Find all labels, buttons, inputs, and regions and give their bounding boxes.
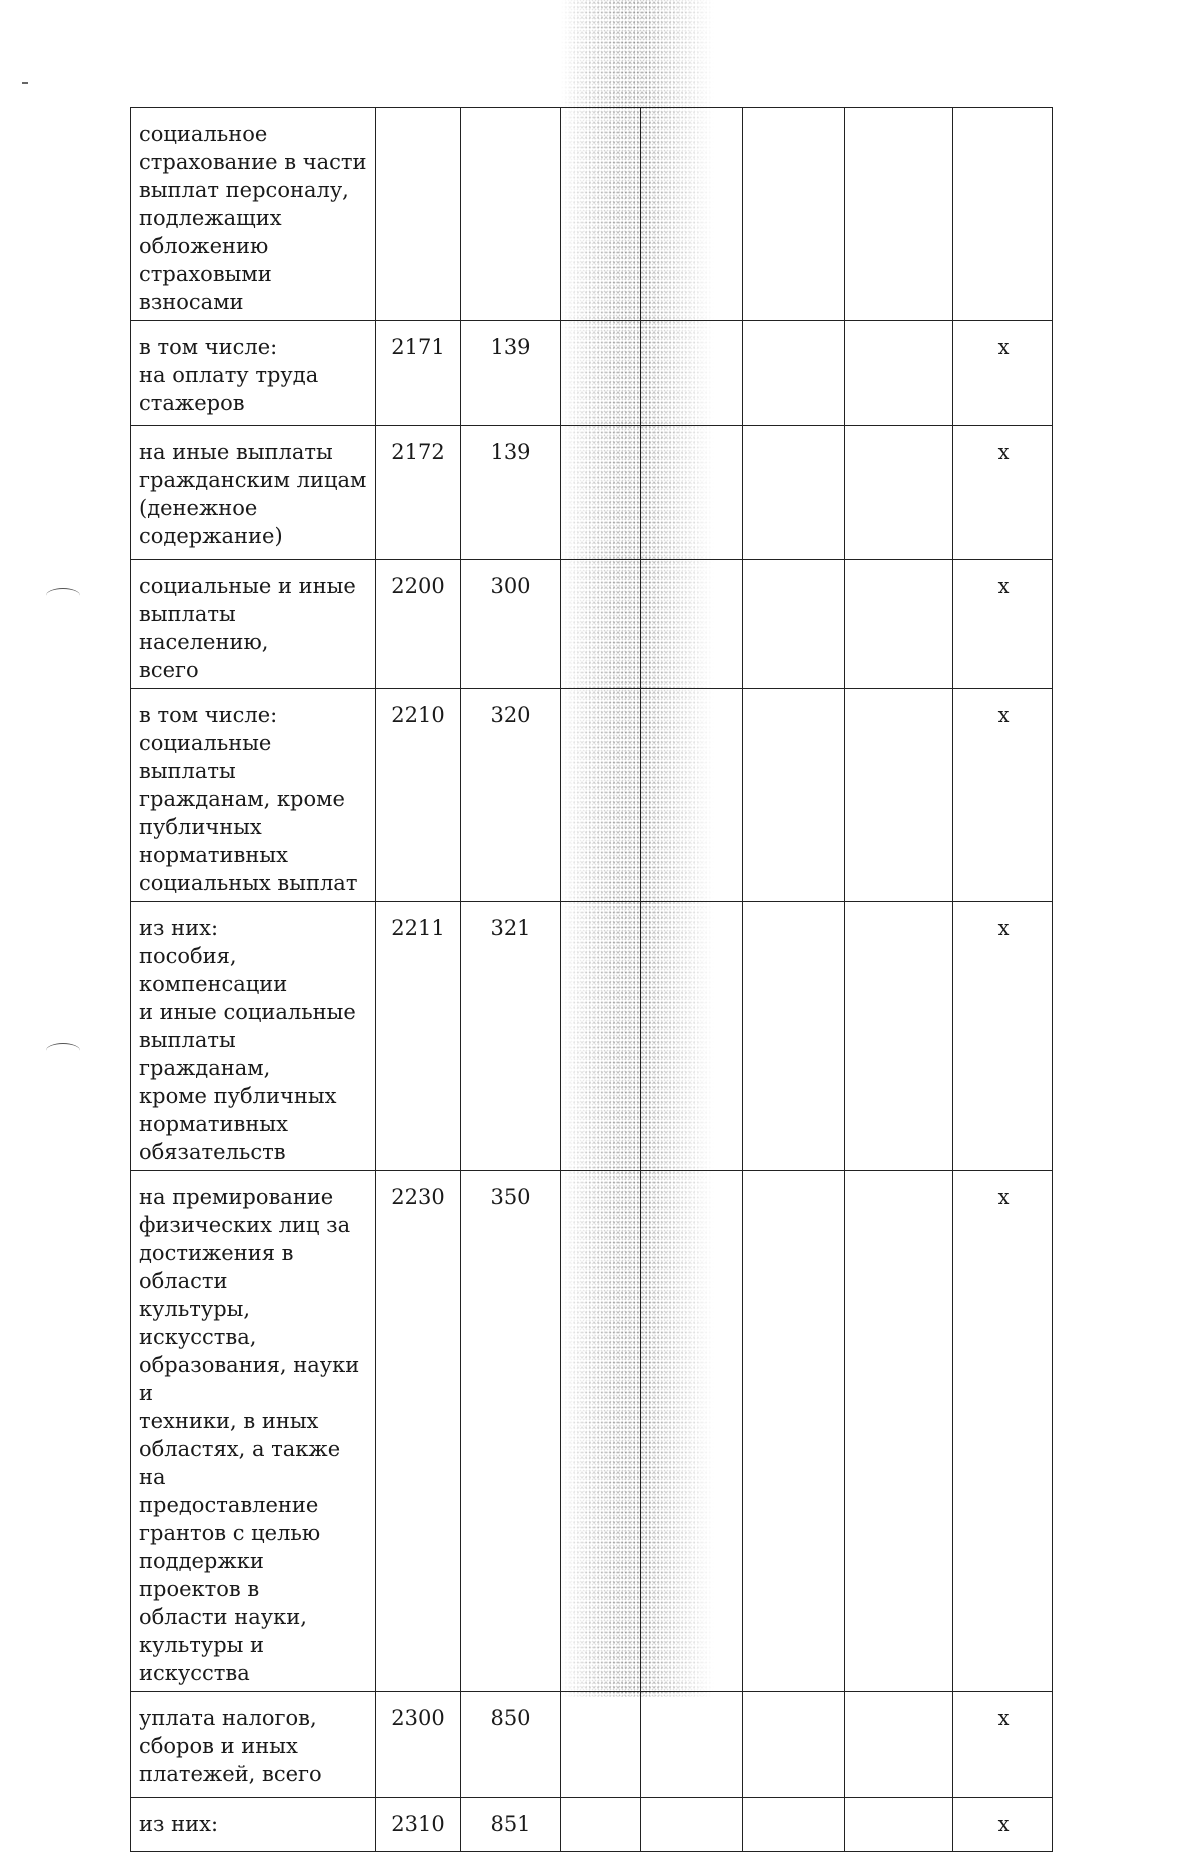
na-mark-cell: х xyxy=(953,1692,1053,1798)
value-cell xyxy=(641,689,743,902)
na-mark-cell: х xyxy=(953,426,1053,560)
scan-mark xyxy=(46,1043,80,1058)
na-mark-cell: х xyxy=(953,1798,1053,1852)
table-row xyxy=(131,689,1053,902)
row-name-cell xyxy=(131,1798,376,1852)
value-cell xyxy=(561,1171,641,1692)
table-row xyxy=(131,1171,1053,1692)
line-code-cell: 2310 xyxy=(376,1798,461,1852)
na-mark-cell: х xyxy=(953,321,1053,426)
line-code-cell: 2172 xyxy=(376,426,461,560)
row-name: на иные выплаты гражданским лицам (денежное содержание) xyxy=(139,440,367,548)
kbk-code-cell: 850 xyxy=(461,1692,561,1798)
value-cell xyxy=(845,108,953,321)
value-cell xyxy=(641,1692,743,1798)
value-cell xyxy=(641,426,743,560)
na-mark-cell: х xyxy=(953,560,1053,689)
value-cell xyxy=(845,902,953,1171)
value-cell xyxy=(641,1798,743,1852)
value-cell xyxy=(641,321,743,426)
line-code-cell: 2210 xyxy=(376,689,461,902)
kbk-code-cell: 321 xyxy=(461,902,561,1171)
line-code-cell: 2211 xyxy=(376,902,461,1171)
row-name: социальное страхование в части выплат персоналу, подлежащих обложению страховыми взносами xyxy=(139,122,367,314)
row-name-cell xyxy=(131,560,376,689)
line-code-cell: 2230 xyxy=(376,1171,461,1692)
row-name-cell xyxy=(131,321,376,426)
table-row xyxy=(131,108,1053,321)
na-mark-cell xyxy=(953,108,1053,321)
kbk-code-cell: 300 xyxy=(461,560,561,689)
value-cell xyxy=(561,560,641,689)
value-cell xyxy=(845,1692,953,1798)
line-code-cell: 2171 xyxy=(376,321,461,426)
line-code-cell: 2300 xyxy=(376,1692,461,1798)
value-cell xyxy=(743,1798,845,1852)
table-row xyxy=(131,902,1053,1171)
row-name: из них: xyxy=(139,1812,219,1836)
budget-expenses-table xyxy=(130,107,1053,1852)
value-cell xyxy=(561,321,641,426)
row-name-cell xyxy=(131,689,376,902)
value-cell xyxy=(561,426,641,560)
row-name: из них: пособия, компенсации и иные социальные выплаты гражданам, кроме публичных нормативных обязательств xyxy=(139,916,356,1164)
value-cell xyxy=(845,560,953,689)
value-cell xyxy=(561,1692,641,1798)
row-name-cell xyxy=(131,108,376,321)
value-cell xyxy=(845,689,953,902)
kbk-code-cell xyxy=(461,108,561,321)
line-code-cell: 2200 xyxy=(376,560,461,689)
na-mark-cell: х xyxy=(953,689,1053,902)
row-name-cell xyxy=(131,426,376,560)
row-name-cell xyxy=(131,902,376,1171)
value-cell xyxy=(641,902,743,1171)
value-cell xyxy=(845,1798,953,1852)
table-row xyxy=(131,321,1053,426)
value-cell xyxy=(641,108,743,321)
table-row xyxy=(131,1798,1053,1852)
value-cell xyxy=(845,426,953,560)
value-cell xyxy=(743,426,845,560)
value-cell xyxy=(743,902,845,1171)
row-name: на премирование физических лиц за достижения в области культуры, искусства, образования, науки и техники, в иных областях, а также на предоставление грантов с целью поддержки проектов в области науки, культуры и искусства xyxy=(139,1185,360,1685)
value-cell xyxy=(743,689,845,902)
value-cell xyxy=(561,689,641,902)
row-name-cell xyxy=(131,1692,376,1798)
value-cell xyxy=(561,1798,641,1852)
table-row xyxy=(131,560,1053,689)
value-cell xyxy=(641,1171,743,1692)
kbk-code-cell: 139 xyxy=(461,426,561,560)
value-cell xyxy=(743,321,845,426)
table-row xyxy=(131,1692,1053,1798)
scan-mark xyxy=(22,82,28,84)
value-cell xyxy=(561,108,641,321)
na-mark-cell: х xyxy=(953,1171,1053,1692)
kbk-code-cell: 320 xyxy=(461,689,561,902)
value-cell xyxy=(743,108,845,321)
row-name: в том числе: социальные выплаты гражданам, кроме публичных нормативных социальных выплат xyxy=(139,703,358,895)
row-name-cell xyxy=(131,1171,376,1692)
row-name: социальные и иные выплаты населению, всего xyxy=(139,574,356,682)
kbk-code-cell: 139 xyxy=(461,321,561,426)
row-name: в том числе: на оплату труда стажеров xyxy=(139,335,319,415)
na-mark-cell: х xyxy=(953,902,1053,1171)
value-cell xyxy=(641,560,743,689)
table-row xyxy=(131,426,1053,560)
value-cell xyxy=(743,560,845,689)
kbk-code-cell: 851 xyxy=(461,1798,561,1852)
value-cell xyxy=(743,1171,845,1692)
value-cell xyxy=(845,1171,953,1692)
value-cell xyxy=(743,1692,845,1798)
line-code-cell xyxy=(376,108,461,321)
row-name: уплата налогов, сборов и иных платежей, всего xyxy=(139,1706,322,1786)
value-cell xyxy=(845,321,953,426)
value-cell xyxy=(561,902,641,1171)
kbk-code-cell: 350 xyxy=(461,1171,561,1692)
scan-mark xyxy=(46,588,80,603)
